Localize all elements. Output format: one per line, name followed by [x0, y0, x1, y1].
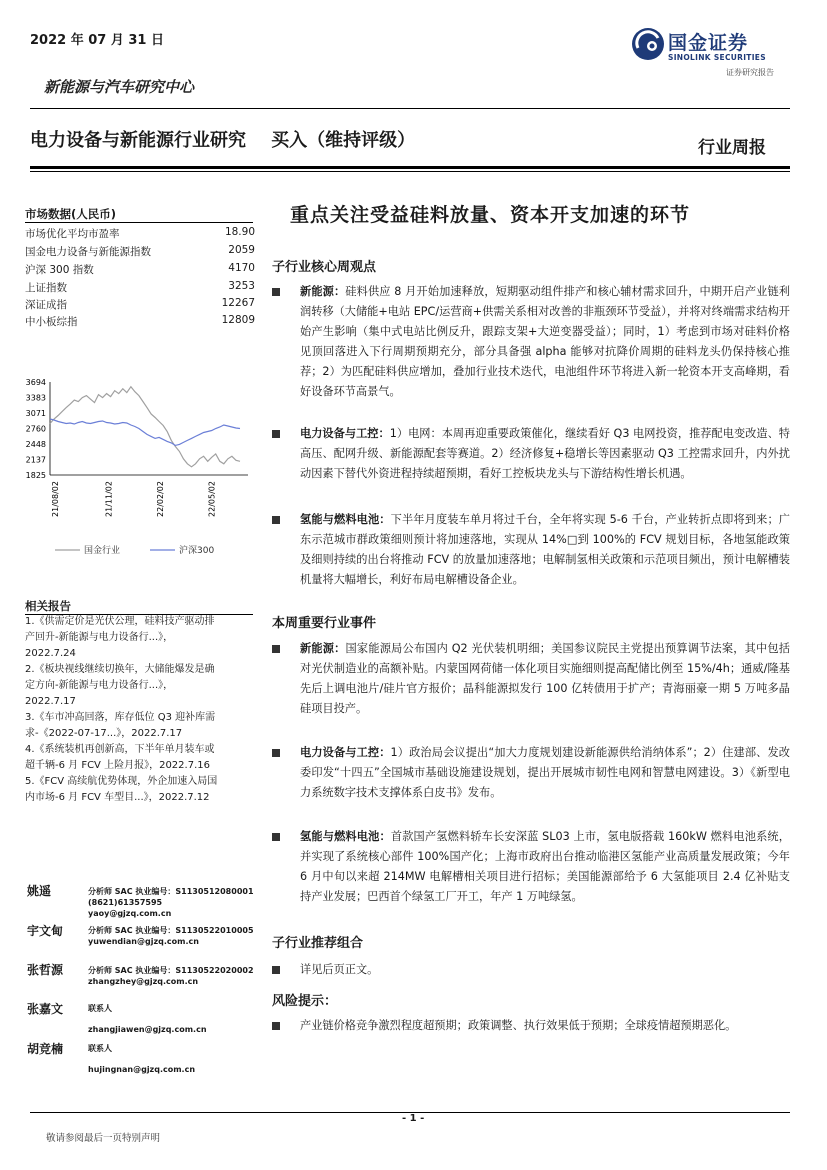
analyst-info: 联系人 zhangjiawen@gjzq.com.cn: [88, 1004, 207, 1034]
page-number: - 1 -: [402, 1113, 425, 1124]
y-tick-label: 2760: [25, 424, 46, 434]
section-heading: 风险提示：: [272, 994, 338, 1009]
paragraph-new-energy: 新能源：硅料供应 8 月开始加速释放，短期驱动组件排产和核心辅材需求回升，中期开启产业链利润转移（大储能+电站 EPC/运营商+供需关系相对改善的非瓶颈环节受益），并将对终端需求结构开始产生影响（集中式电站比例反升，跟踪支架+大逆变器受益）；同时，1）考虑到市场对硅料价格见顶回落进入下行周期预期充分，部分具备强 alpha 能够对抗降价周期的硅料龙头仍保持核心推荐；2）为匹配硅料供应增加，叠加行业技术迭代，电池组件环节将进入新一轮资本开支高峰期，看好设备环节高景气。: [300, 285, 790, 398]
y-tick-label: 1825: [25, 471, 46, 480]
recommend-text: 详见后页正文。: [300, 963, 379, 976]
research-center: 新能源与汽车研究中心: [44, 78, 195, 96]
related-reports-list: [25, 614, 265, 806]
bullet-icon: [272, 833, 280, 841]
analyst-info: 分析师 SAC 执业编号：S1130512080001 (8621)61357595 yaoy@gjzq.com.cn: [88, 887, 254, 918]
analyst-name: 张哲源: [27, 963, 64, 977]
y-tick-label: 3071: [25, 409, 46, 418]
analyst-name: 姚遥: [27, 884, 52, 898]
report-date: 2022 年 07 月 31 日: [30, 33, 164, 48]
main-title: 重点关注受益硅料放量、资本开支加速的环节: [290, 204, 691, 226]
index-line-chart: [20, 370, 260, 570]
header-thick-rule: [30, 166, 790, 169]
legend-label: 国金行业: [84, 546, 121, 556]
paragraph-hydrogen: 氢能与燃料电池：下半年月度装车单月将过千台，全年将实现 5-6 千台，产业转折点即将到来；广东示范城市群政策细则预计将加速落地，实现从 14%□到 100%的 FCV 规划目标，各地氢能政策及细则持续的出台将推动 FCV 的放量加速落地；电解制氢相关政策和示范项目频出，预计电解槽装机量将大幅增长，利好布局电解槽设备企业。: [300, 513, 790, 586]
x-tick-label: 21/11/02: [104, 481, 114, 517]
report-headline: 电力设备与新能源行业研究 买入（维持评级）: [30, 130, 416, 151]
bullet-icon: [272, 645, 280, 653]
bullet-icon: [272, 1022, 280, 1030]
analyst-info: 联系人 hujingnan@gjzq.com.cn: [88, 1044, 196, 1074]
market-row: 沪深 300 指数 4170: [25, 262, 255, 276]
series-line: [50, 387, 240, 467]
y-tick-label: 3383: [25, 393, 46, 403]
market-data-title: 市场数据(人民币): [25, 207, 117, 221]
risk-text: 产业链价格竞争激烈程度超预期；政策调整、执行效果低于预期；全球疫情超预期恶化。: [300, 1019, 737, 1032]
header-thin-rule: [30, 171, 790, 172]
logo-english-name: SINOLINK SECURITIES: [668, 53, 766, 62]
series-line: [50, 419, 240, 445]
bullet-icon: [272, 749, 280, 757]
related-reports-title: 相关报告: [25, 599, 71, 613]
related-report-item[interactable]: 5.《FCV 高续航优势体现，外企加速入局国 内市场-6 月 FCV 车型目...》，2022.7.12: [25, 776, 218, 803]
analyst-info: 分析师 SAC 执业编号：S1130522010005 yuwendian@gjzq.com.cn: [88, 926, 254, 946]
market-row: 中小板综指 12809: [25, 314, 255, 328]
paragraph-power-equipment: 电力设备与工控：1）电网：本周再迎重要政策催化，继续看好 Q3 电网投资，推荐配电变改造、特高压、配网升级、新能源配套等赛道。2）经济修复+稳增长等因素驱动 Q3 工控需求回升，内外扰动因素下替代外资进程持续超预期，看好工控板块龙头与下游结构性增长机遇。: [300, 427, 790, 480]
report-type: 行业周报: [698, 138, 766, 158]
bullet-icon: [272, 430, 280, 438]
event-hydrogen: 氢能与燃料电池：首款国产氢燃料轿车长安深蓝 SL03 上市，氢电版搭载 160kW 燃料电池系统，并实现了系统核心部件 100%国产化；上海市政府出台推动临港区氢能产业高质量发展政策；今年 6 月中旬以来超 214MW 电解槽相关项目进行招标；美国能源部给予 6 大氢能项目 2.4 亿补贴支持产业发展；巴西首个绿氢工厂开工，年产 1 万吨绿氢。: [300, 830, 790, 903]
related-report-item[interactable]: 1.《供需定价是光伏公理，硅料技产驱动排 产回升-新能源与电力设备行...》， 2022.7.24: [25, 616, 215, 659]
logo-subtitle: 证券研究报告: [726, 68, 774, 77]
sinolink-logo-icon: [630, 26, 666, 62]
y-tick-label: 2448: [25, 440, 46, 449]
market-row: 上证指数 3253: [25, 280, 255, 294]
analyst-info: 分析师 SAC 执业编号：S1130522020002 zhangzhey@gjzq.com.cn: [88, 966, 254, 986]
header-rule: [30, 108, 790, 109]
bullet-icon: [272, 288, 280, 296]
analyst-name: 胡竞楠: [27, 1042, 64, 1056]
analyst-name: 宇文甸: [27, 924, 64, 938]
related-report-item[interactable]: 2.《板块视线继续切换年，大储能爆发是确 定方向-新能源与电力设备行...》， 2022.7.17: [25, 664, 215, 707]
market-row: 市场优化平均市盈率 18.90: [25, 226, 255, 240]
logo-chinese-name: 国金证券: [668, 32, 749, 54]
event-new-energy: 新能源：国家能源局公布国内 Q2 光伏装机明细；美国参议院民主党提出预算调节法案，其中包括对光伏制造业的高额补贴。内蒙国网荷储一体化项目实施细则提高配储比例至 15%/4h；通威/隆基先后上调电池片/硅片官方报价；晶科能源拟发行 100 亿转债用于扩产；青海丽豪一期 5 万吨多晶硅项目投产。: [300, 642, 790, 715]
disclaimer: 敬请参阅最后一页特别声明: [46, 1133, 161, 1144]
bullet-icon: [272, 516, 280, 524]
analyst-name: 张嘉文: [27, 1002, 64, 1016]
section-heading: 本周重要行业事件: [272, 616, 377, 631]
x-tick-label: 22/05/02: [207, 481, 217, 517]
related-report-item[interactable]: 3.《车市冲高回落，库存低位 Q3 迎补库需 求-《2022-07-17...》，2022.7.17: [25, 712, 216, 739]
y-tick-label: 3694: [25, 378, 46, 387]
legend-label: 沪深300: [179, 546, 215, 556]
x-tick-label: 22/02/02: [155, 481, 165, 517]
section-heading: 子行业核心周观点: [272, 260, 377, 275]
section-heading: 子行业推荐组合: [272, 936, 364, 951]
event-power-equipment: 电力设备与工控：1）政治局会议提出“加大力度规划建设新能源供给消纳体系”；2）住建部、发改委印发“十四五”全国城市基础设施建设规划，提出开展城市韧性电网和智慧电网建设。3）《新型电力系统数字技术支撑体系白皮书》发布。: [300, 746, 790, 799]
market-data-rule: [25, 222, 253, 223]
y-tick-label: 2137: [25, 455, 46, 465]
related-report-item[interactable]: 4.《系统装机再创新高，下半年单月装车或 超千辆-6 月 FCV 上险月报》，2022.7.16: [25, 744, 215, 771]
x-tick-label: 21/08/02: [50, 481, 60, 517]
market-row: 深证成指 12267: [25, 297, 255, 311]
market-row: 国金电力设备与新能源指数 2059: [25, 244, 255, 258]
bullet-icon: [272, 966, 280, 974]
